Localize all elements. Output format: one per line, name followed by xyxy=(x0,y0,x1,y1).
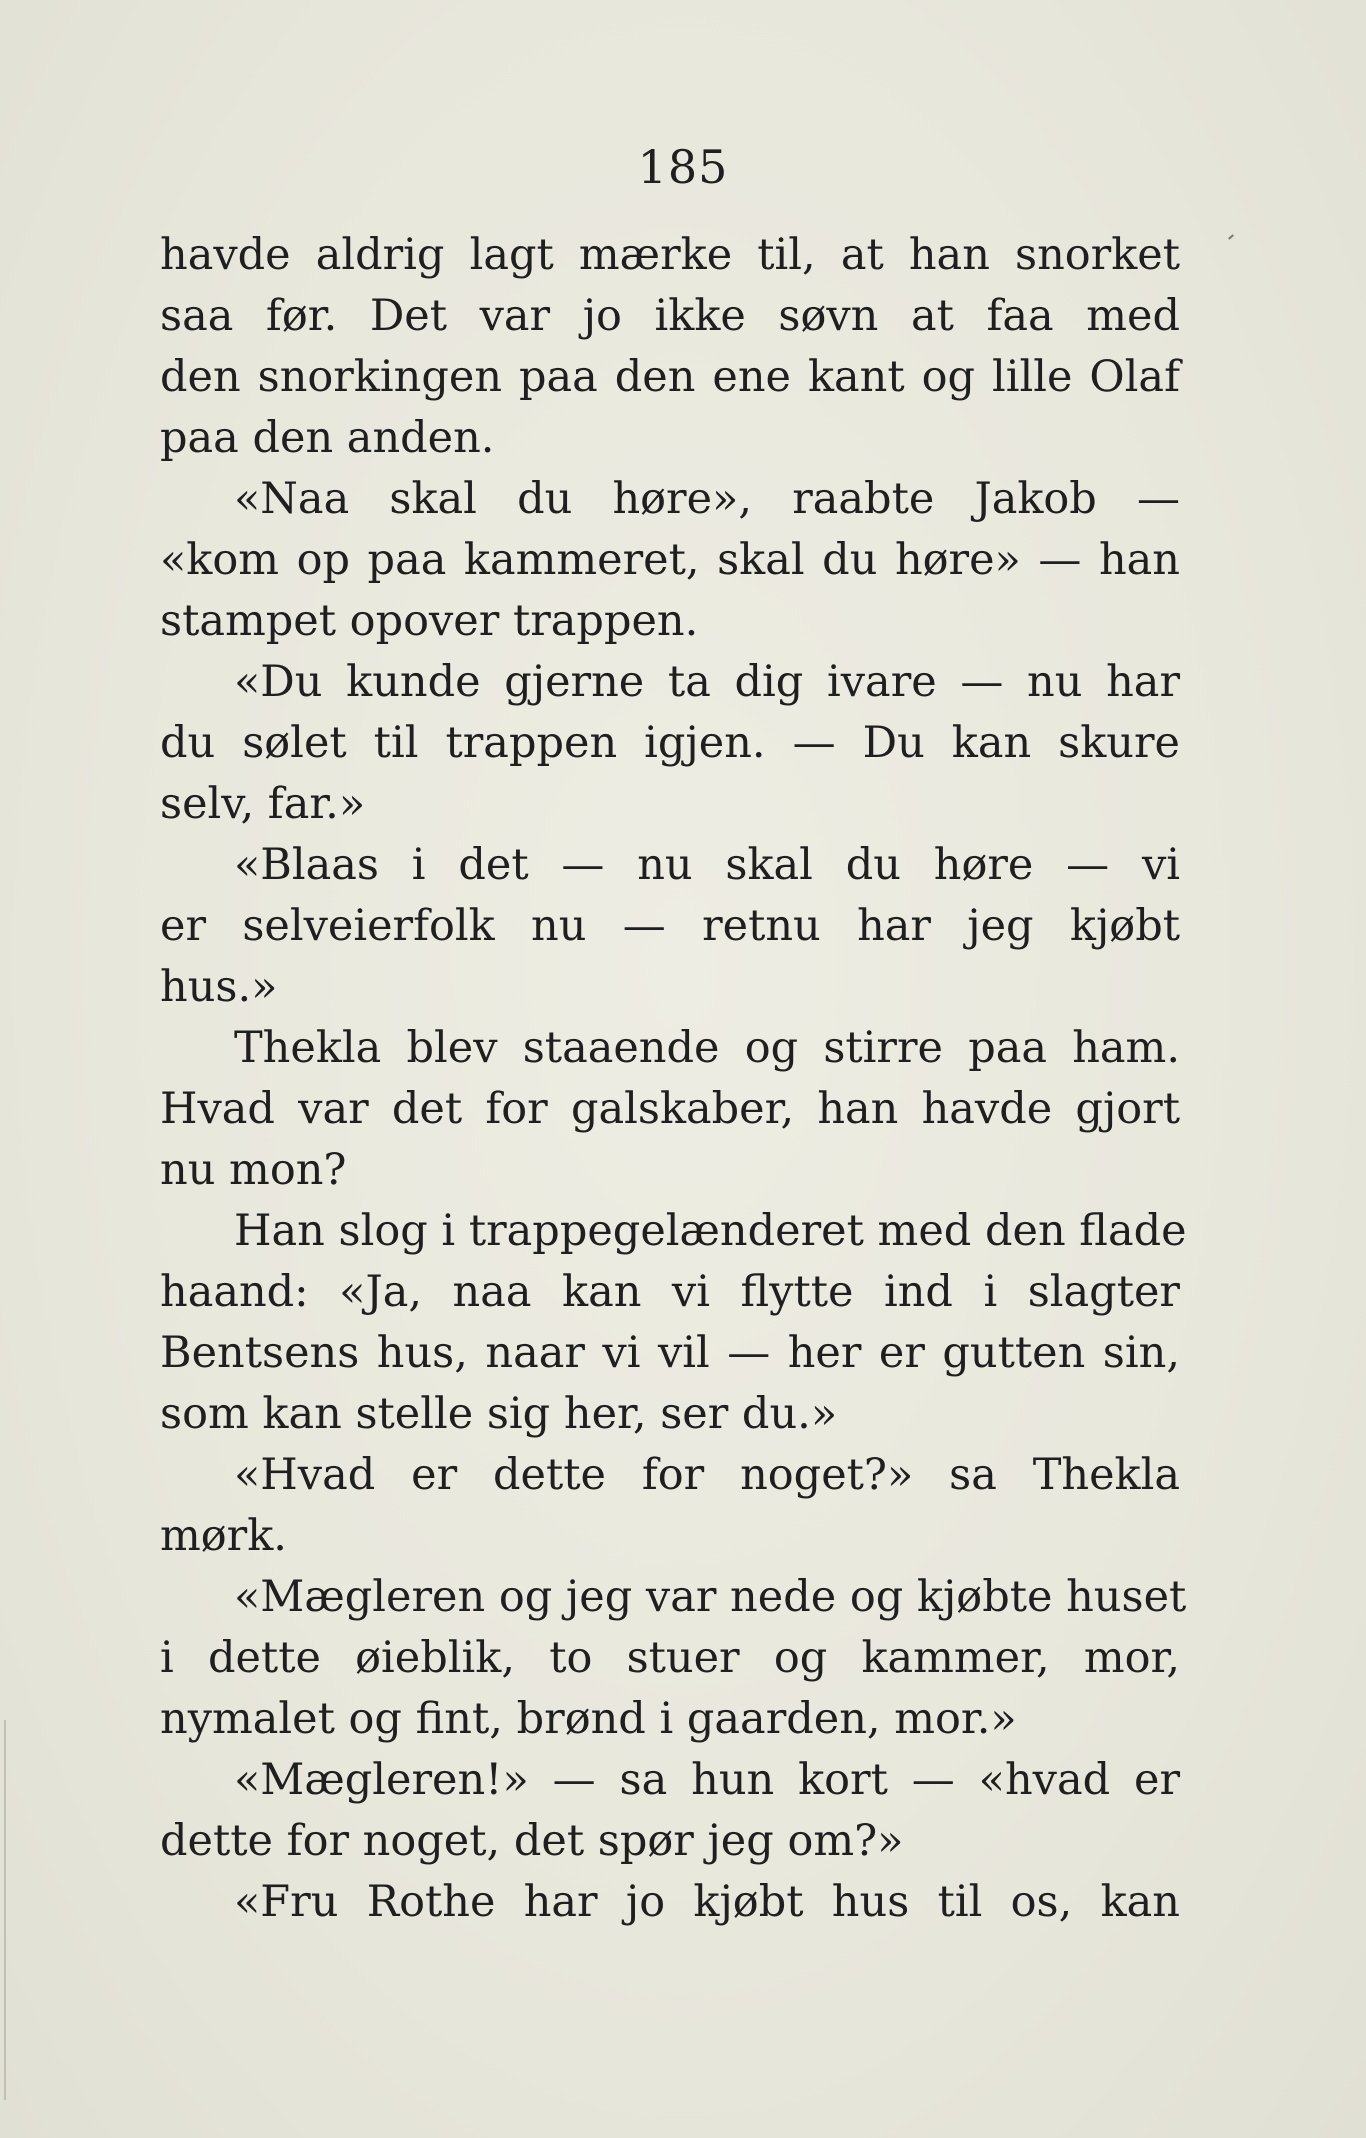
text-line: nu mon? xyxy=(160,1145,347,1195)
text-line: Hvad var det for galskaber, han havde gjort xyxy=(160,1084,1180,1134)
text-line: som kan stelle sig her, ser du.» xyxy=(160,1389,838,1439)
text-line: mørk. xyxy=(160,1511,287,1561)
text-line: stampet opover trappen. xyxy=(160,596,699,646)
text-line: «Mægleren!» — sa hun kort — «hvad er xyxy=(234,1755,1180,1805)
text-line: du sølet til trappen igjen. — Du kan skure xyxy=(160,718,1180,768)
text-line: Han slog i trappegelænderet med den flade xyxy=(234,1206,1187,1256)
text-line: havde aldrig lagt mærke til, at han snorket xyxy=(160,230,1180,280)
text-line: den snorkingen paa den ene kant og lille Olaf xyxy=(160,352,1180,402)
text-line: «Naa skal du høre», raabte Jakob — xyxy=(234,474,1180,524)
text-line: nymalet og fint, brønd i gaarden, mor.» xyxy=(160,1694,1017,1744)
text-line: «Fru Rothe har jo kjøbt hus til os, kan xyxy=(234,1877,1180,1927)
text-line: dette for noget, det spør jeg om?» xyxy=(160,1816,904,1866)
text-line: «Hvad er dette for noget?» sa Thekla xyxy=(234,1450,1180,1500)
body-text xyxy=(160,225,1187,1933)
text-line: saa før. Det var jo ikke søvn at faa med xyxy=(160,291,1180,341)
text-line: i dette øieblik, to stuer og kammer, mor, xyxy=(160,1633,1180,1683)
page-number: 185 xyxy=(637,140,729,194)
text-line: haand: «Ja, naa kan vi flytte ind i slagter xyxy=(160,1267,1180,1317)
text-line: «Mægleren og jeg var nede og kjøbte huset xyxy=(234,1572,1187,1622)
text-line: paa den anden. xyxy=(160,413,495,463)
text-line: Thekla blev staaende og stirre paa ham. xyxy=(234,1023,1180,1073)
text-line: selv, far.» xyxy=(160,779,366,829)
page-edge-mark xyxy=(4,1720,6,2100)
text-line: «Du kunde gjerne ta dig ivare — nu har xyxy=(234,657,1180,707)
text-line: hus.» xyxy=(160,962,278,1012)
paper-speck xyxy=(1228,234,1234,239)
text-line: «Blaas i det — nu skal du høre — vi xyxy=(234,840,1180,890)
text-line: «kom op paa kammeret, skal du høre» — han xyxy=(160,535,1180,585)
text-line: er selveierfolk nu — retnu har jeg kjøbt xyxy=(160,901,1180,951)
text-line: Bentsens hus, naar vi vil — her er gutten sin, xyxy=(160,1328,1180,1378)
